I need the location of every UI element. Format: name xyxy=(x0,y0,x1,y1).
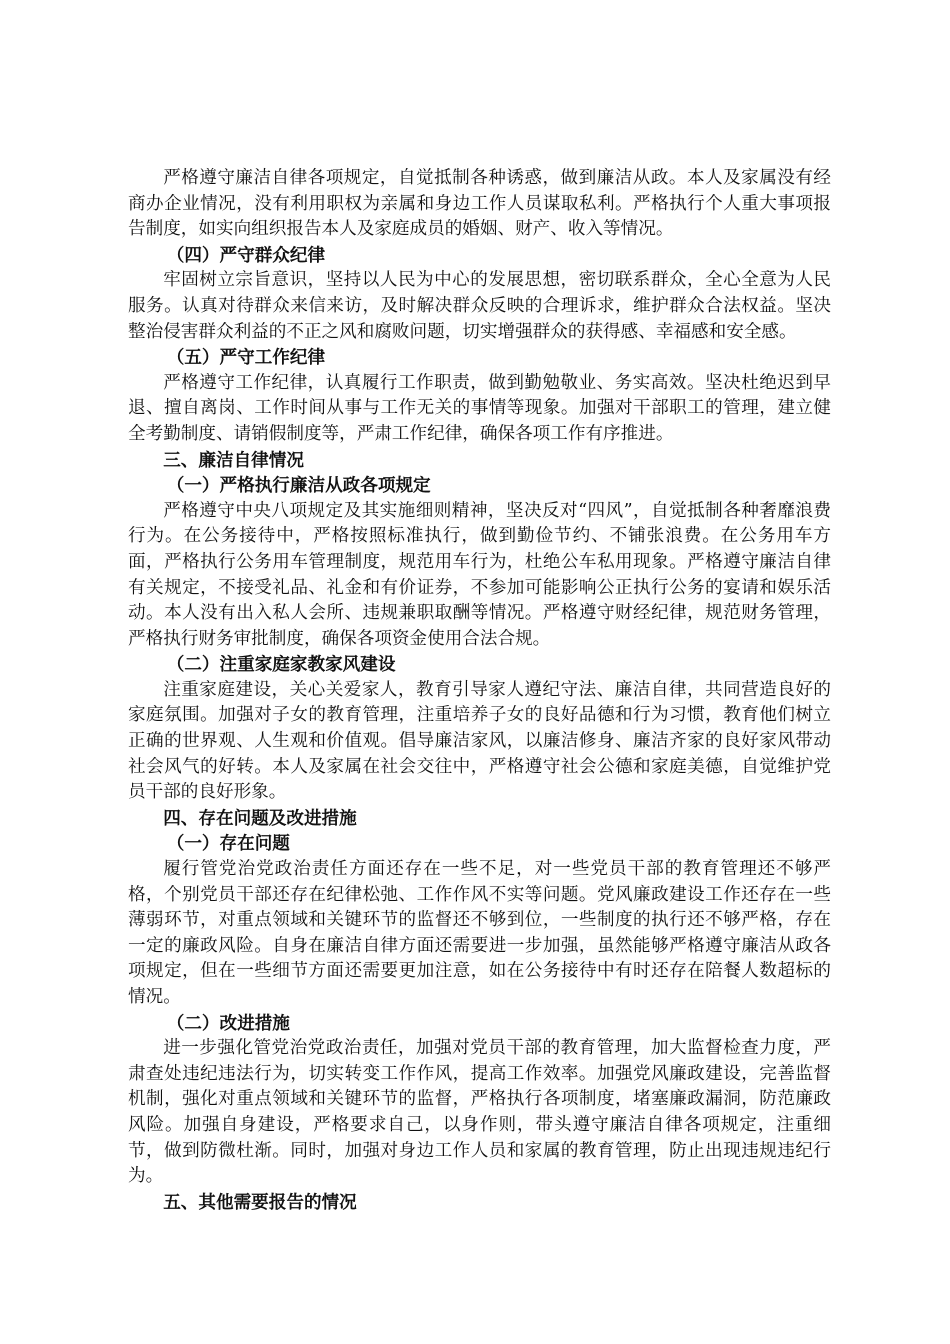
section-heading: 四、存在问题及改进措施 xyxy=(163,807,357,829)
subsection-heading: （一）存在问题 xyxy=(166,833,290,855)
subsection-heading: （四）严守群众纪律 xyxy=(166,244,326,266)
paragraph: 严格遵守工作纪律，认真履行工作职责，做到勤勉敬业、务实高效。坚决杜绝迟到早退、擅自离岗、工作时间从事与工作无关的事情等现象。加强对干部职工的管理，建立健全考勤制度、请销假制度等，严肃工作纪律，确保各项工作有序推进。 xyxy=(128,372,831,444)
document-body xyxy=(128,166,831,1215)
subsection-heading: （五）严守工作纪律 xyxy=(166,347,326,369)
paragraph: 进一步强化管党治党政治责任，加强对党员干部的教育管理，加大监督检查力度，严肃查处违纪违法行为，切实转变工作作风，提高工作效率。加强党风廉政建设，完善监督机制，强化对重点领域和关键环节的监督，严格执行各项制度，堵塞廉政漏洞，防范廉政风险。加强自身建设，严格要求自己，以身作则，带头遵守廉洁自律各项规定，注重细节，做到防微杜渐。同时，加强对身边工作人员和家属的教育管理，防止出现违规违纪行为。 xyxy=(128,1038,831,1187)
paragraph: 牢固树立宗旨意识，坚持以人民为中心的发展思想，密切联系群众，全心全意为人民服务。认真对待群众来信来访，及时解决群众反映的合理诉求，维护群众合法权益。坚决整治侵害群众利益的不正之风和腐败问题，切实增强群众的获得感、幸福感和安全感。 xyxy=(128,270,831,342)
paragraph: 严格遵守廉洁自律各项规定，自觉抵制各种诱惑，做到廉洁从政。本人及家属没有经商办企业情况，没有利用职权为亲属和身边工作人员谋取私利。严格执行个人重大事项报告制度，如实向组织报告本人及家庭成员的婚姻、财产、收入等情况。 xyxy=(128,168,831,240)
section-heading: 三、廉洁自律情况 xyxy=(163,449,304,471)
paragraph: 履行管党治党政治责任方面还存在一些不足，对一些党员干部的教育管理还不够严格，个别党员干部还存在纪律松弛、工作作风不实等问题。党风廉政建设工作还存在一些薄弱环节，对重点领域和关键环节的监督还不够到位，一些制度的执行还不够严格，存在一定的廉政风险。自身在廉洁自律方面还需要进一步加强，虽然能够严格遵守廉洁从政各项规定，但在一些细节方面还需要更加注意，如在公务接待中有时还存在陪餐人数超标的情况。 xyxy=(128,859,831,1007)
subsection-heading: （二）改进措施 xyxy=(166,1012,290,1034)
section-heading: 五、其他需要报告的情况 xyxy=(163,1191,357,1213)
paragraph: 注重家庭建设，关心关爱家人，教育引导家人遵纪守法、廉洁自律，共同营造良好的家庭氛围。加强对子女的教育管理，注重培养子女的良好品德和行为习惯，教育他们树立正确的世界观、人生观和价值观。倡导廉洁家风，以廉洁修身、廉洁齐家的良好家风带动社会风气的好转。本人及家属在社会交往中，严格遵守社会公德和家庭美德，自觉维护党员干部的良好形象。 xyxy=(128,679,831,803)
subsection-heading: （二）注重家庭家教家风建设 xyxy=(166,654,396,676)
paragraph: 严格遵守中央八项规定及其实施细则精神，坚决反对“四风”，自觉抵制各种奢靡浪费行为。在公务接待中，严格按照标准执行，做到勤俭节约、不铺张浪费。在公务用车方面，严格执行公务用车管理制度，规范用车行为，杜绝公车私用现象。严格遵守廉洁自律有关规定，不接受礼品、礼金和有价证券，不参加可能影响公正执行公务的宴请和娱乐活动。本人没有出入私人会所、违规兼职取酬等情况。严格遵守财经纪律，规范财务管理，严格执行财务审批制度，确保各项资金使用合法合规。 xyxy=(128,500,831,649)
subsection-heading: （一）严格执行廉洁从政各项规定 xyxy=(166,475,431,497)
